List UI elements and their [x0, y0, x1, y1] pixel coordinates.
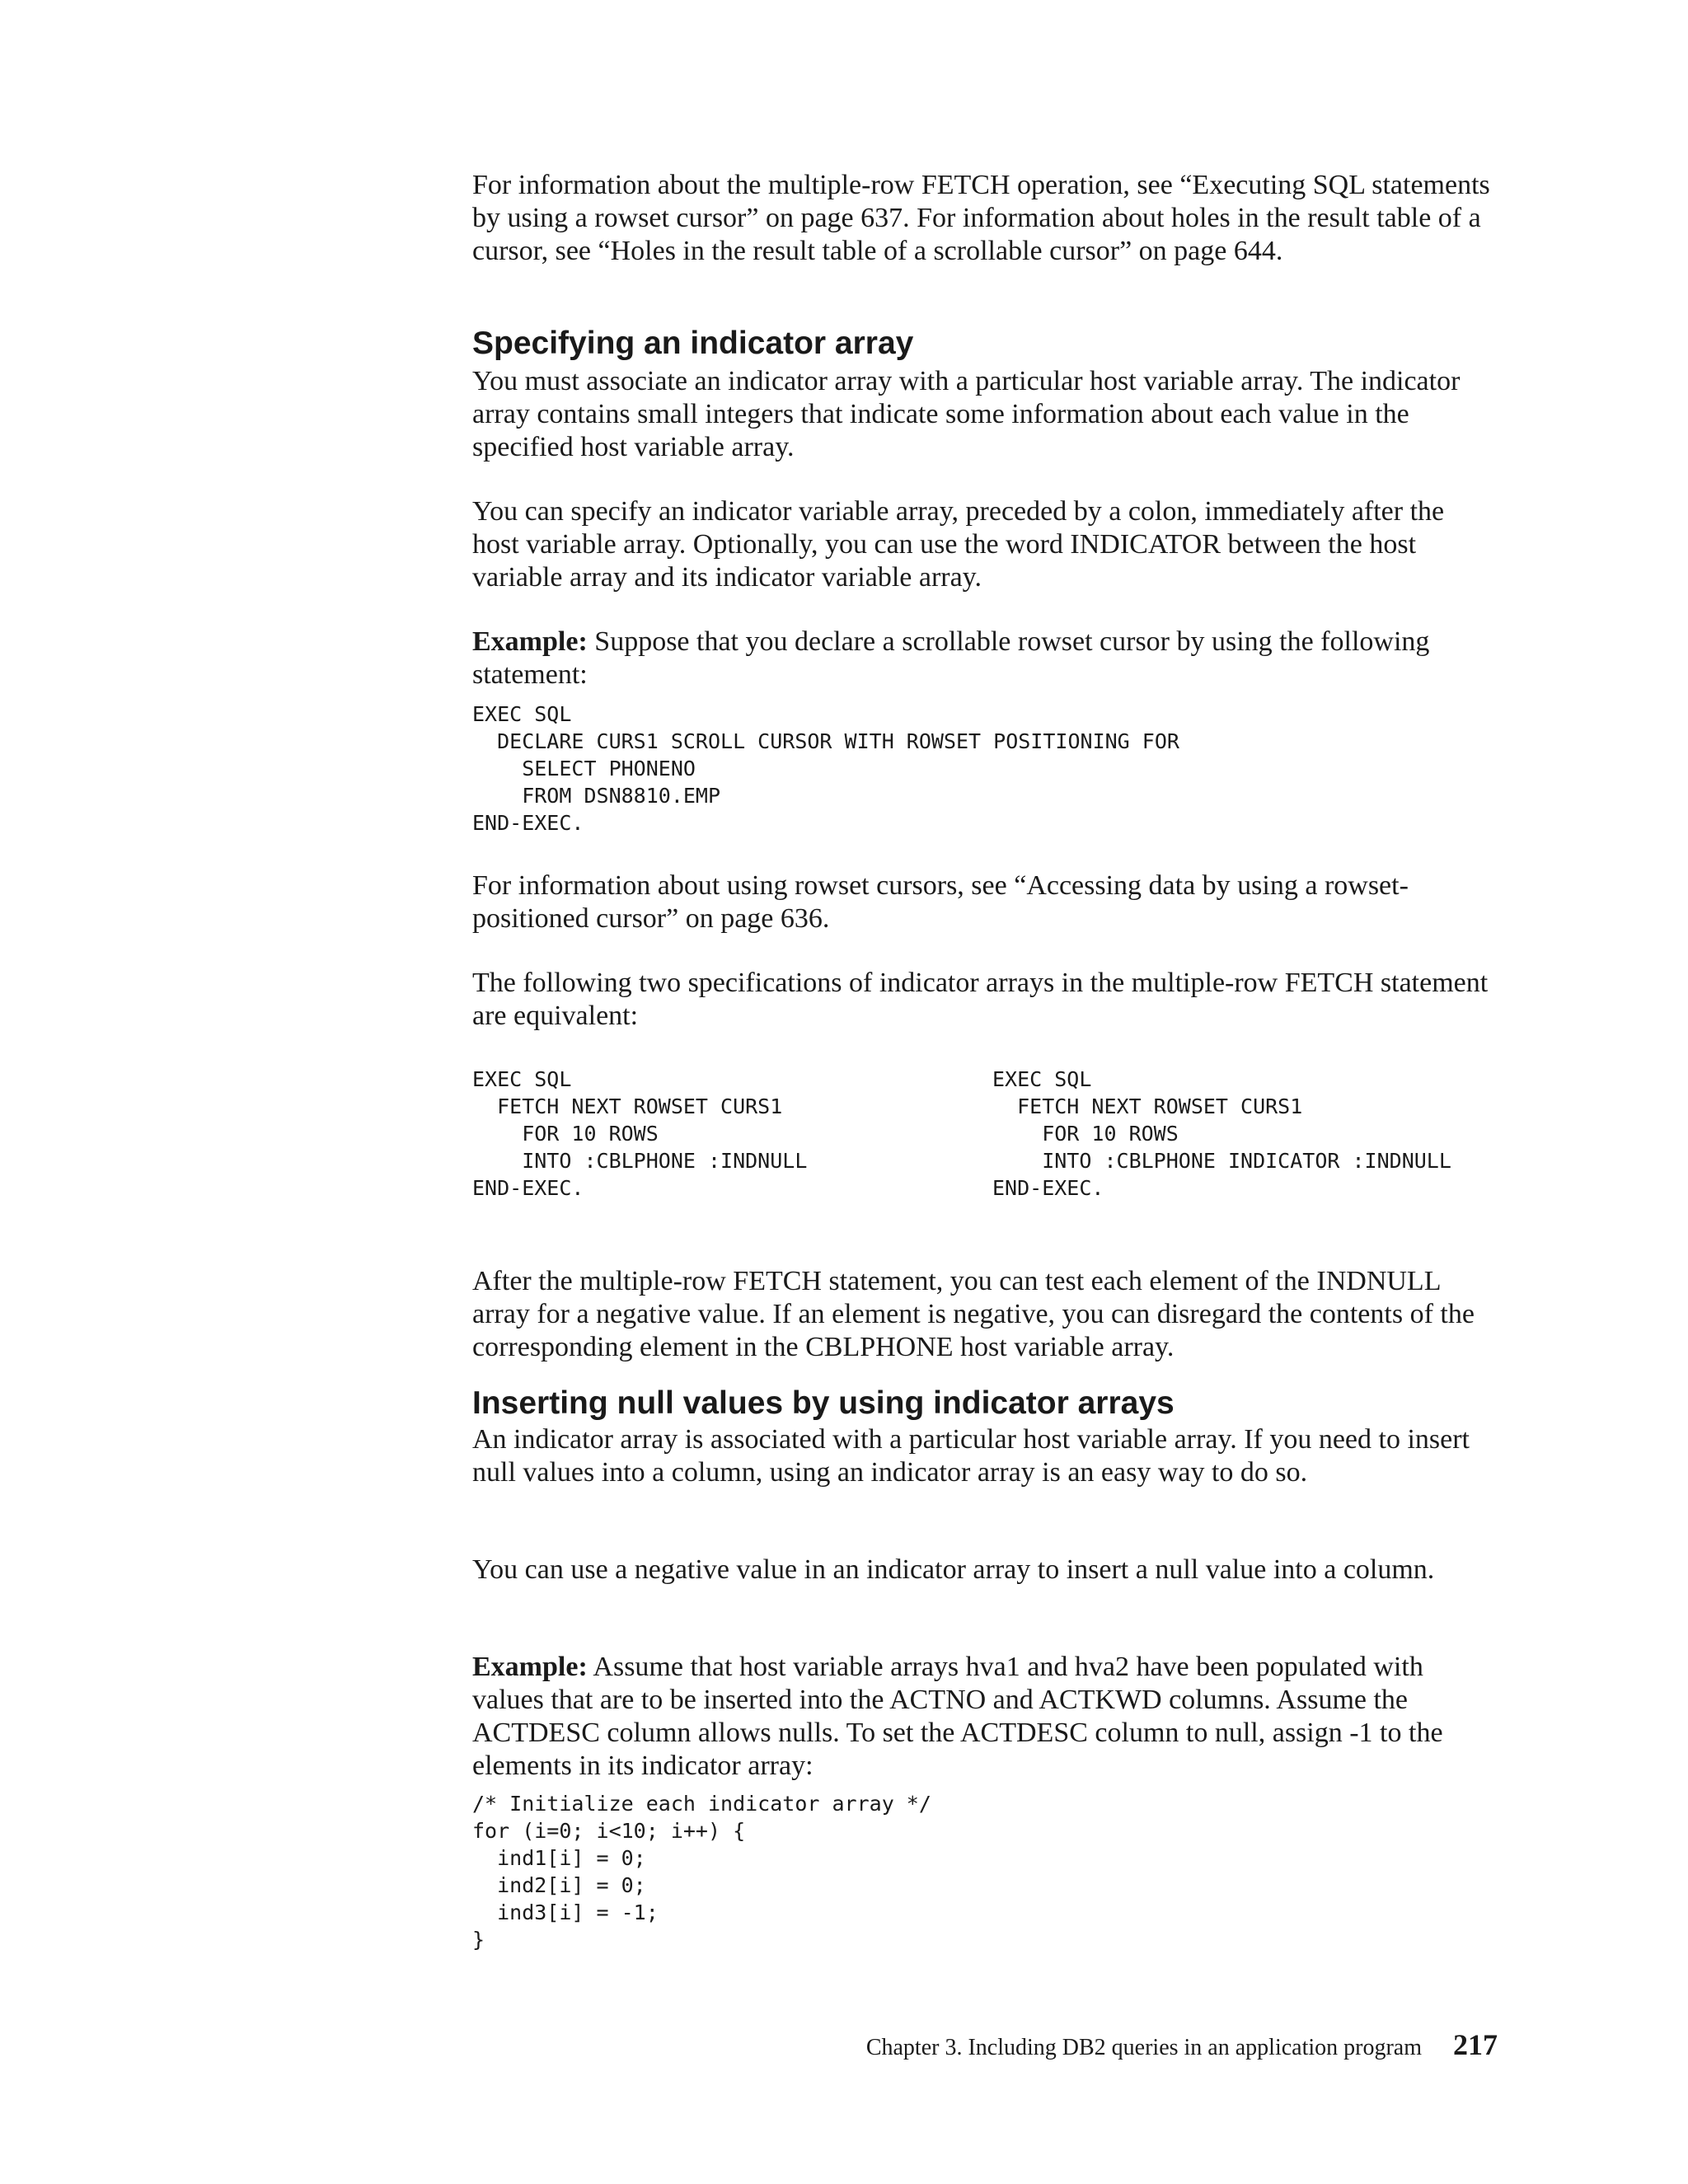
rowset-cursor-info-paragraph: For information about using rowset cursors, see “Accessing data by using a rowset-positioned cursor” on page 636. [472, 870, 1409, 934]
inserting-null-paragraph-1: An indicator array is associated with a particular host variable array. If you need to insert null values into a column, using an indicator array is an easy way to do so. [472, 1424, 1470, 1488]
indicator-array-paragraph-2: You can specify an indicator variable array, preceded by a colon, immediately after the host variable array. Optionally, you can use the word INDICATOR between the host variable array and its indicator variable array. [472, 496, 1445, 593]
inserting-null-paragraph-2: You can use a negative value in an indicator array to insert a null value into a column. [472, 1554, 1435, 1585]
code-block-fetch-left: EXEC SQL FETCH NEXT ROWSET CURS1 FOR 10 ROWS INTO :CBLPHONE :INDNULL END-EXEC. [472, 1067, 808, 1200]
example-label: Example: [472, 1652, 588, 1682]
section-heading-inserting-null-values: Inserting null values by using indicator arrays [472, 1385, 1175, 1421]
example-label: Example: [472, 626, 588, 657]
code-block-declare-cursor: EXEC SQL DECLARE CURS1 SCROLL CURSOR WITH ROWSET POSITIONING FOR SELECT PHONENO FROM DSN8810.EMP END-EXEC. [472, 702, 1179, 835]
equivalent-specifications-paragraph: The following two specifications of indicator arrays in the multiple-row FETCH statement are equivalent: [472, 968, 1489, 1031]
page-footer [742, 2027, 1498, 2064]
example-paragraph-2 [472, 1651, 1494, 1783]
page-number: 217 [1453, 2028, 1498, 2061]
section-heading-indicator-array: Specifying an indicator array [472, 326, 914, 361]
example-paragraph-1 [472, 626, 1494, 691]
code-block-fetch-right: EXEC SQL FETCH NEXT ROWSET CURS1 FOR 10 ROWS INTO :CBLPHONE INDICATOR :INDNULL END-EXEC. [992, 1067, 1451, 1200]
after-fetch-paragraph: After the multiple-row FETCH statement, you can test each element of the INDNULL array for a negative value. If an element is negative, you can disregard the contents of the corresponding element in the CBLPHONE host variable array. [472, 1266, 1475, 1362]
indicator-array-paragraph-1: You must associate an indicator array with a particular host variable array. The indicator array contains small integers that indicate some information about each value in the specified host variable array. [472, 366, 1461, 462]
example-text: Assume that host variable arrays hva1 and hva2 have been populated with values that are to be inserted into the ACTNO and ACTKWD columns. Assume the ACTDESC column allows nulls. To set the ACTDESC column to null, assign -1 to the elements in its indicator array: [472, 1652, 1443, 1781]
intro-paragraph: For information about the multiple-row FETCH operation, see “Executing SQL statements by using a rowset cursor” on page 637. For information about holes in the result table of a cursor, see “Holes in the result table of a scrollable cursor” on page 644. [472, 170, 1490, 266]
footer-chapter-title: Chapter 3. Including DB2 queries in an application program [865, 2035, 1422, 2060]
code-block-initialize-indicators: /* Initialize each indicator array */ for (i=0; i<10; i++) { ind1[i] = 0; ind2[i] = 0; ind3[i] = -1; } [472, 1792, 931, 1952]
example-text: Suppose that you declare a scrollable rowset cursor by using the following statement: [472, 626, 1430, 690]
